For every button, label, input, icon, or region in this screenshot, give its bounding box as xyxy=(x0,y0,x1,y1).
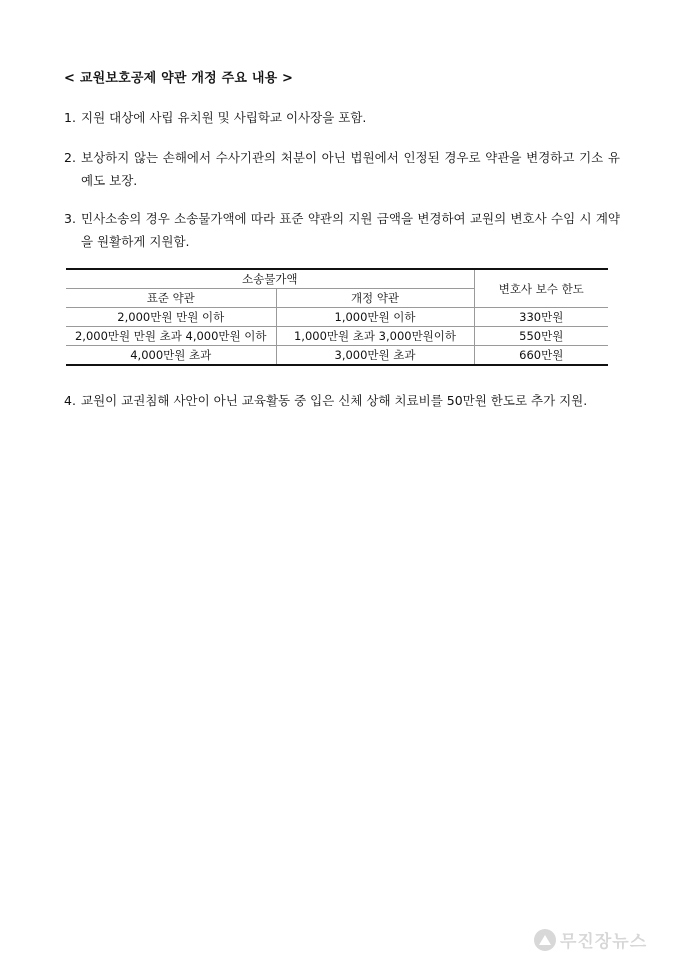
list-item xyxy=(64,389,620,412)
table-cell-standard: 2,000만원 만원 초과 4,000만원 이하 xyxy=(66,327,276,346)
fee-limit-table xyxy=(66,268,608,366)
list-item-number: 2. xyxy=(64,150,76,165)
table-group-header: 소송물가액 xyxy=(66,269,474,289)
list-item-number: 3. xyxy=(64,211,76,226)
table-col-revised-header: 개정 약관 xyxy=(276,289,474,308)
watermark-text: 무진장뉴스 xyxy=(560,932,648,952)
table-cell-fee: 550만원 xyxy=(474,327,608,346)
table-cell-revised: 1,000만원 초과 3,000만원이하 xyxy=(276,327,474,346)
table-cell-revised: 1,000만원 이하 xyxy=(276,308,474,327)
table-cell-standard: 2,000만원 만원 이하 xyxy=(66,308,276,327)
table-fee-header: 변호사 보수 한도 xyxy=(474,269,608,308)
mountain-logo-icon xyxy=(534,929,556,951)
document-title: < 교원보호공제 약관 개정 주요 내용 > xyxy=(64,71,294,86)
table-cell-fee: 660만원 xyxy=(474,346,608,366)
watermark xyxy=(534,927,647,952)
list-item xyxy=(64,207,620,253)
table-cell-standard: 4,000만원 초과 xyxy=(66,346,276,366)
table-cell-revised: 3,000만원 초과 xyxy=(276,346,474,366)
table-row xyxy=(66,346,608,366)
table-cell-fee: 330만원 xyxy=(474,308,608,327)
table-row xyxy=(66,308,608,327)
list-item-text: 보상하지 않는 손해에서 수사기관의 처분이 아닌 법원에서 인정된 경우로 약관을 변경하고 기소 유예도 보장. xyxy=(81,150,620,188)
table-row xyxy=(66,327,608,346)
list-item-text: 지원 대상에 사립 유치원 및 사립학교 이사장을 포함. xyxy=(81,110,367,125)
list-item-number: 4. xyxy=(64,393,76,408)
list-item xyxy=(64,146,620,192)
list-item-number: 1. xyxy=(64,110,76,125)
list-item-text: 교원이 교권침해 사안이 아닌 교육활동 중 입은 신체 상해 치료비를 50만원 한도로 추가 지원. xyxy=(81,393,588,408)
list-item-text: 민사소송의 경우 소송물가액에 따라 표준 약관의 지원 금액을 변경하여 교원의 변호사 수임 시 계약을 원활하게 지원함. xyxy=(81,211,620,249)
table-col-standard-header: 표준 약관 xyxy=(66,289,276,308)
list-item xyxy=(64,106,620,129)
